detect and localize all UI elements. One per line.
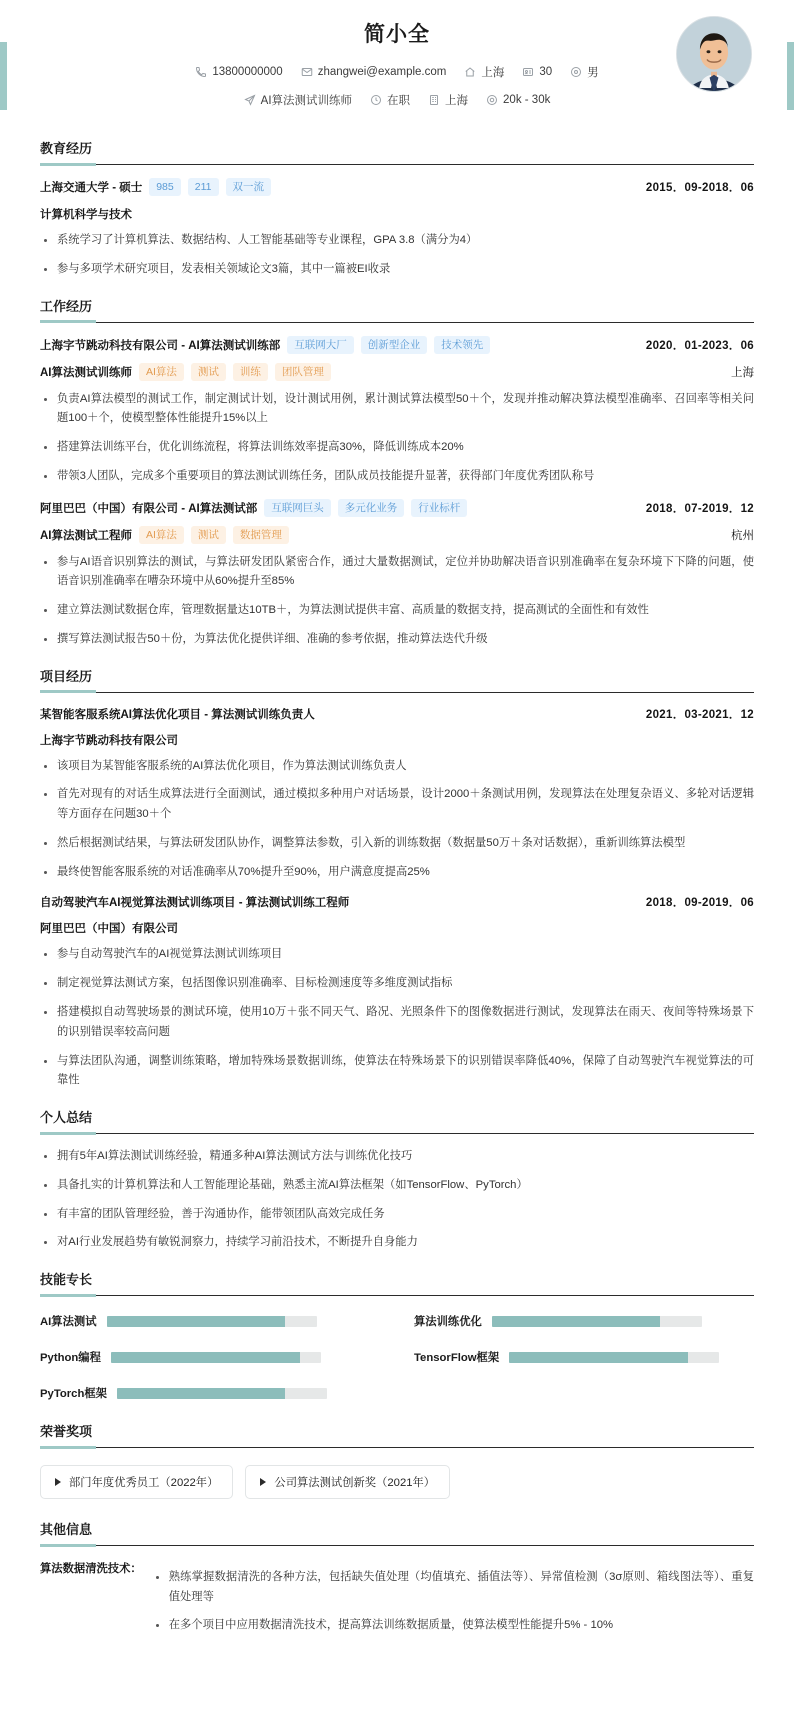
list-item: 拥有5年AI算法测试训练经验，精通多种AI算法测试方法与训练优化技巧: [40, 1147, 754, 1167]
project-name: 某智能客服系统AI算法优化项目 - 算法测试训练负责人: [40, 708, 315, 721]
skill-label: PyTorch框架: [40, 1388, 107, 1401]
education-major: 计算机科学与技术: [40, 209, 132, 221]
skill-progress-fill: [492, 1316, 660, 1327]
work-city: [428, 92, 468, 108]
section-title-skills: 技能专长: [40, 1269, 754, 1296]
gender-icon: [570, 66, 582, 78]
section-title-other-info: 其他信息: [40, 1519, 754, 1546]
education-tag: 985: [149, 178, 181, 196]
project-entry: [40, 894, 754, 1091]
other-info-value: [152, 1559, 754, 1643]
contact-age: [522, 66, 552, 78]
status-icon: [370, 94, 382, 106]
paper-plane-icon: [244, 94, 256, 106]
work-location: 杭州: [731, 529, 754, 542]
id-card-icon: [522, 66, 534, 78]
work-entry-header: [40, 499, 754, 517]
contact-row-secondary: [40, 92, 754, 108]
desired-position: [244, 92, 352, 108]
list-item: 在多个项目中应用数据清洗技术，提高算法训练数据质量，使算法模型性能提升5% - 10%: [152, 1616, 754, 1636]
job-status-text: 在职: [387, 95, 411, 107]
work-bullets: [40, 553, 754, 650]
project-entry: [40, 706, 754, 883]
expected-salary-text: 20k - 30k: [503, 94, 551, 106]
project-date: 2018．09-2019．06: [645, 897, 754, 910]
work-role-tag: 团队管理: [275, 363, 331, 381]
contact-email: [301, 66, 447, 78]
work-role-row: [40, 526, 754, 544]
skill-label: AI算法测试: [40, 1316, 97, 1329]
mail-icon: [301, 66, 313, 78]
list-item: 搭建模拟自动驾驶场景的测试环境，使用10万＋张不同天气、路况、光照条件下的图像数据进行测试，发现算法在雨天、夜间等特殊场景下的识别错误率较高问题: [40, 1003, 754, 1043]
work-company-tag: 互联网巨头: [264, 499, 331, 517]
list-item: 建立算法测试数据仓库，管理数据量达10TB＋，为算法测试提供丰富、高质量的数据支持，提高测试的全面性和有效性: [40, 601, 754, 621]
contact-city-text: 上海: [481, 67, 505, 79]
work-entry: [40, 499, 754, 650]
skill-progress-fill: [117, 1388, 285, 1399]
list-item: 然后根据测试结果，与算法研发团队协作，调整算法参数，引入新的训练数据（数据量50万＋条对话数据），重新训练算法模型: [40, 834, 754, 854]
education-tag: 211: [188, 178, 219, 196]
contact-gender-text: 男: [587, 67, 599, 79]
work-role: AI算法测试训练师: [40, 366, 132, 379]
project-name: 自动驾驶汽车AI视觉算法测试训练项目 - 算法测试训练工程师: [40, 897, 350, 910]
education-date: 2015．09-2018．06: [645, 182, 754, 194]
education-school: 上海交通大学 - 硕士: [40, 182, 143, 194]
contact-row-primary: [40, 64, 754, 80]
work-company-tag: 多元化业务: [338, 499, 405, 517]
desired-position-text: AI算法测试训练师: [260, 95, 353, 107]
skill-label: 算法训练优化: [414, 1316, 482, 1329]
section-education: [0, 138, 794, 280]
skill-progress-track: [107, 1316, 317, 1327]
section-title-projects: 项目经历: [40, 666, 754, 693]
salary-icon: [486, 94, 498, 106]
list-item: 具备扎实的计算机算法和人工智能理论基础，熟悉主流AI算法框架（如TensorFlow、PyTorch）: [40, 1176, 754, 1196]
contact-phone: [195, 66, 282, 78]
resume-header: [0, 0, 794, 122]
skill-progress-track: [117, 1388, 327, 1399]
education-tag: 双一流: [226, 178, 272, 196]
skill-progress-fill: [107, 1316, 286, 1327]
triangle-right-icon: [260, 1478, 266, 1486]
award-item[interactable]: [245, 1465, 450, 1499]
section-work: [0, 296, 794, 650]
project-bullets: [40, 945, 754, 1091]
work-date: 2020．01-2023．06: [645, 339, 754, 352]
work-role: AI算法测试工程师: [40, 529, 132, 542]
contact-email-text: zhangwei@example.com: [317, 66, 447, 78]
list-item: 该项目为某智能客服系统的AI算法优化项目，作为算法测试训练负责人: [40, 757, 754, 777]
list-item: 最终使智能客服系统的对话准确率从70%提升至90%，用户满意度提高25%: [40, 863, 754, 883]
contact-city: [464, 64, 504, 80]
skill-progress-fill: [111, 1352, 300, 1363]
list-item: 系统学习了计算机算法、数据结构、人工智能基础等专业课程，GPA 3.8（满分为4）: [40, 231, 754, 251]
list-item: 制定视觉算法测试方案，包括图像识别准确率、目标检测速度等多维度测试指标: [40, 974, 754, 994]
job-status: [370, 92, 410, 108]
list-item: 对AI行业发展趋势有敏锐洞察力，持续学习前沿技术，不断提升自身能力: [40, 1233, 754, 1253]
contact-gender: [570, 64, 599, 80]
award-label: 公司算法测试创新奖（2021年）: [274, 1477, 436, 1490]
skill-item: [414, 1313, 754, 1329]
work-role-tag: 测试: [191, 526, 226, 544]
skill-item: [40, 1349, 380, 1365]
avatar: [676, 16, 752, 92]
education-entry: [40, 178, 754, 280]
triangle-right-icon: [55, 1478, 61, 1486]
section-title-work: 工作经历: [40, 296, 754, 323]
education-entry-header: [40, 178, 754, 196]
education-bullets: [40, 231, 754, 280]
project-company: 阿里巴巴（中国）有限公司: [40, 923, 178, 936]
project-bullets: [40, 757, 754, 883]
work-role-row: [40, 363, 754, 381]
skill-label: Python编程: [40, 1352, 101, 1365]
work-company: 上海字节跳动科技有限公司 - AI算法测试训练部: [40, 339, 281, 352]
list-item: 搭建算法训练平台，优化训练流程，将算法训练效率提高30%，降低训练成本20%: [40, 438, 754, 458]
contact-phone-text: 13800000000: [212, 66, 283, 78]
project-date: 2021．03-2021．12: [645, 708, 754, 721]
skill-item: [40, 1313, 380, 1329]
skill-progress-track: [492, 1316, 702, 1327]
awards-list: [40, 1461, 754, 1503]
work-role-tag: AI算法: [139, 526, 184, 544]
list-item: 有丰富的团队管理经验，善于沟通协作，能带领团队高效完成任务: [40, 1205, 754, 1225]
work-company-tag: 技术领先: [434, 336, 490, 354]
skills-grid: [40, 1309, 754, 1405]
list-item: 撰写算法测试报告50＋份，为算法优化提供详细、准确的参考依据，推动算法迭代升级: [40, 630, 754, 650]
section-summary: [0, 1107, 794, 1253]
list-item: 参与多项学术研究项目，发表相关领域论文3篇，其中一篇被EI收录: [40, 260, 754, 280]
list-item: 与算法团队沟通，调整训练策略，增加特殊场景数据训练，使算法在特殊场景下的识别错误率降低40%，保障了自动驾驶汽车视觉算法的可靠性: [40, 1052, 754, 1092]
list-item: 参与AI语音识别算法的测试，与算法研发团队紧密合作，通过大量数据测试，定位并协助解决语音识别准确率在复杂环境下下降的问题，使语音识别准确率在嘈杂环境中从60%提升至85%: [40, 553, 754, 593]
work-role-tag: AI算法: [139, 363, 184, 381]
list-item: 熟练掌握数据清洗的各种方法，包括缺失值处理（均值填充、插值法等）、异常值检测（3σ原则、箱线图法等）、重复值处理等: [152, 1568, 754, 1608]
phone-icon: [195, 66, 207, 78]
other-info-row: [40, 1559, 754, 1643]
project-entry-header: [40, 706, 754, 722]
skill-label: TensorFlow框架: [414, 1352, 500, 1365]
section-projects: [0, 666, 794, 1091]
home-icon: [464, 66, 476, 78]
work-role-tag: 测试: [191, 363, 226, 381]
work-company-tag: 创新型企业: [361, 336, 428, 354]
list-item: 首先对现有的对话生成算法进行全面测试，通过模拟多种用户对话场景，设计2000＋条测试用例，发现算法在处理复杂语义、多轮对话逻辑等方面存在问题30＋个: [40, 785, 754, 825]
work-company-tag: 互联网大厂: [287, 336, 354, 354]
skill-item: [414, 1349, 754, 1365]
skill-progress-track: [111, 1352, 321, 1363]
list-item: 带领3人团队，完成多个重要项目的算法测试训练任务，团队成员技能提升显著，获得部门年度优秀团队称号: [40, 467, 754, 487]
section-skills: [0, 1269, 794, 1405]
list-item: 负责AI算法模型的测试工作，制定测试计划，设计测试用例，累计测试算法模型50＋个，发现并推动解决算法模型准确率、召回率等相关问题100＋个，使模型整体性能提升15%以上: [40, 390, 754, 430]
building-icon: [428, 94, 440, 106]
section-title-education: 教育经历: [40, 138, 754, 165]
project-company: 上海字节跳动科技有限公司: [40, 734, 178, 747]
work-city-text: 上海: [445, 95, 469, 107]
work-entry-header: [40, 336, 754, 354]
section-other-info: [0, 1519, 794, 1643]
work-role-tag: 数据管理: [233, 526, 289, 544]
contact-age-text: 30: [539, 66, 553, 78]
work-entry: [40, 336, 754, 487]
work-date: 2018．07-2019．12: [645, 502, 754, 515]
skill-item: [40, 1385, 380, 1401]
section-title-awards: 荣誉奖项: [40, 1421, 754, 1448]
section-title-summary: 个人总结: [40, 1107, 754, 1134]
candidate-name: 简小全: [364, 23, 430, 46]
project-entry-header: [40, 894, 754, 910]
award-item[interactable]: [40, 1465, 233, 1499]
award-label: 部门年度优秀员工（2022年）: [69, 1477, 219, 1490]
section-awards: [0, 1421, 794, 1503]
list-item: 参与自动驾驶汽车的AI视觉算法测试训练项目: [40, 945, 754, 965]
other-info-key: 算法数据清洗技术：: [40, 1563, 142, 1576]
work-bullets: [40, 390, 754, 487]
expected-salary: [486, 94, 550, 106]
work-company: 阿里巴巴（中国）有限公司 - AI算法测试部: [40, 502, 258, 515]
work-role-tag: 训练: [233, 363, 268, 381]
other-info-bullets: [152, 1568, 754, 1635]
skill-progress-fill: [509, 1352, 688, 1363]
summary-bullets: [40, 1147, 754, 1253]
work-location: 上海: [731, 366, 754, 379]
work-company-tag: 行业标杆: [411, 499, 467, 517]
skill-progress-track: [509, 1352, 719, 1363]
